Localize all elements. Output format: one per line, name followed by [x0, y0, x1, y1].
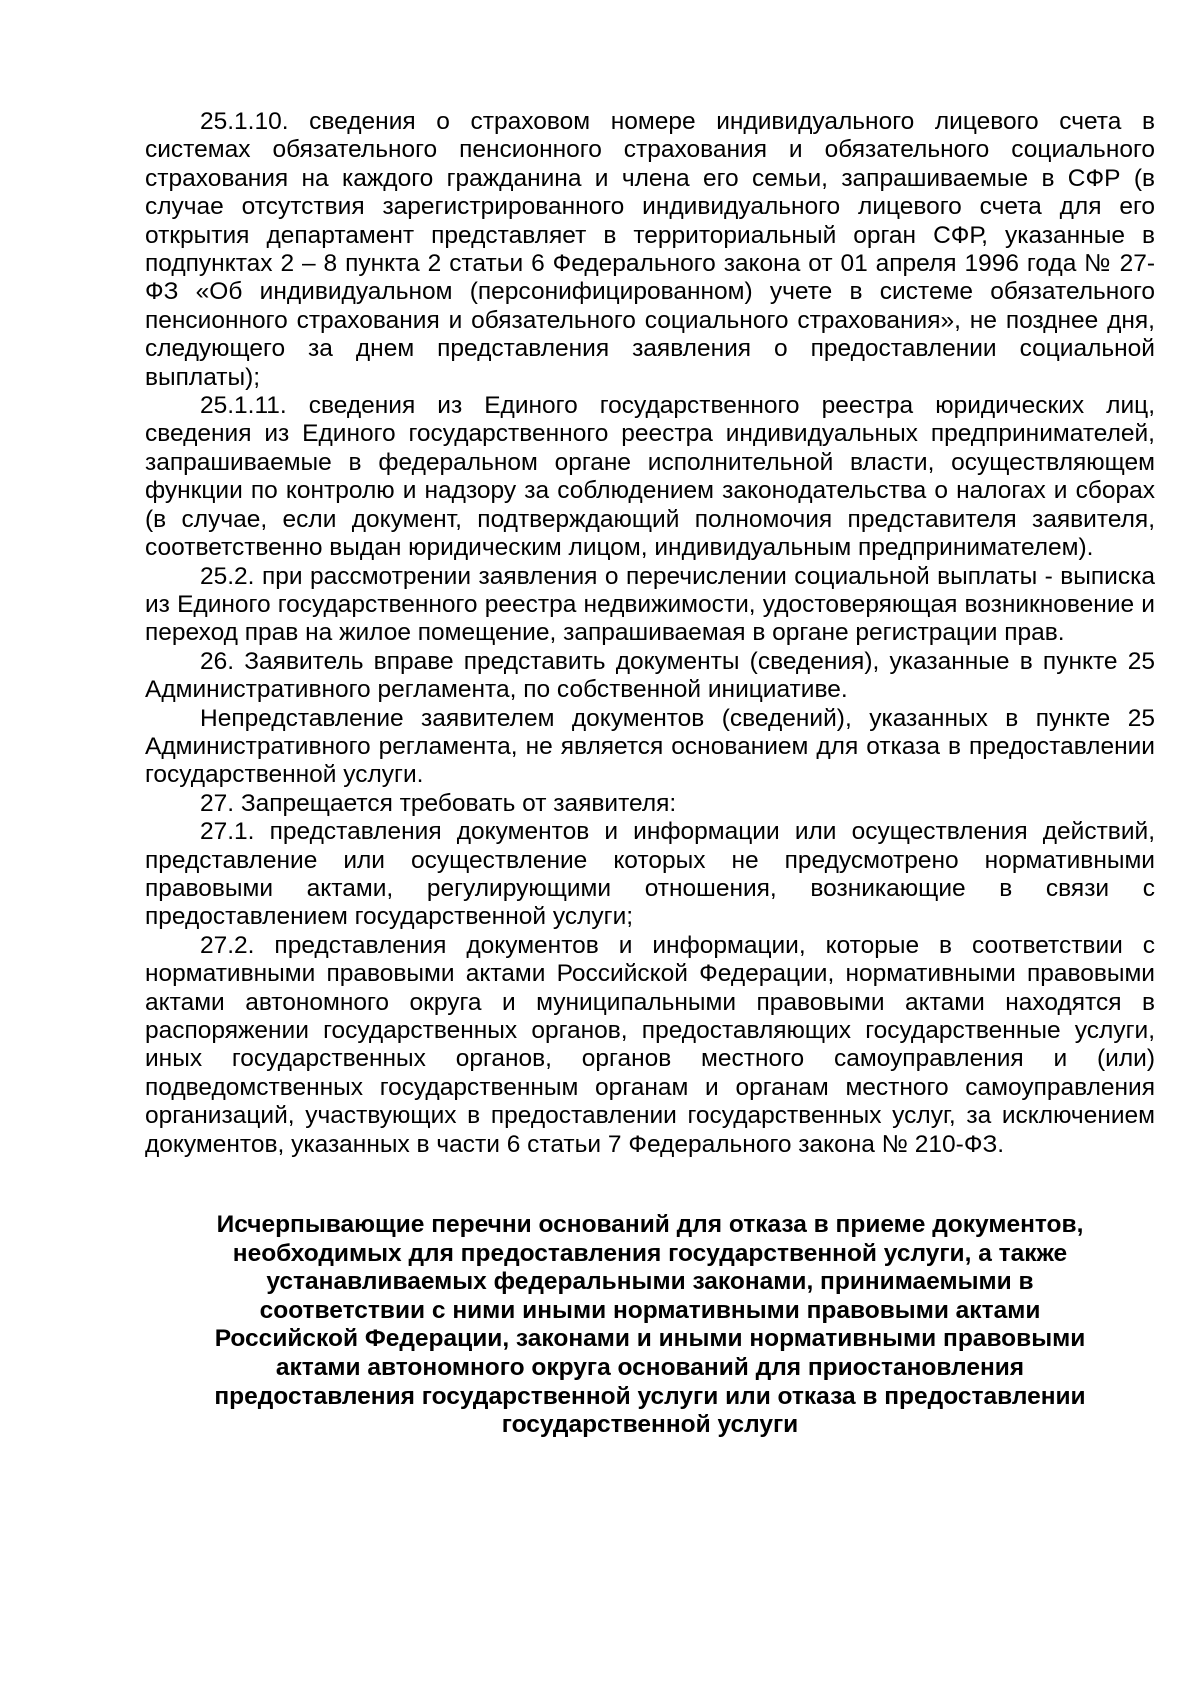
paragraph-25-1-11: 25.1.11. сведения из Единого государственного реестра юридических лиц, сведения из Единого государственного реестра индивидуальных предпринимателей, запрашиваемые в федеральном органе исполнительной власти, осуществляющем функции по контролю и надзору за соблюдением законодательства о налогах и сборах (в случае, если документ, подтверждающий полномочия представителя заявителя, соответственно выдан юридическим лицом, индивидуальным предпринимателем). [145, 392, 1155, 562]
paragraph-27: 27. Запрещается требовать от заявителя: [200, 789, 677, 817]
paragraph-25-1-10: 25.1.10. сведения о страховом номере индивидуального лицевого счета в системах обязательного пенсионного страхования и обязательного социального страхования на каждого гражданина и члена его семьи, запрашиваемые в СФР (в случае отсутствия зарегистрированного индивидуального лицевого счета для его открытия департамент представляет в территориальный орган СФР, указанные в подпунктах 2 – 8 пункта 2 статьи 6 Федерального закона от 01 апреля 1996 года № 27-ФЗ «Об индивидуальном (персонифицированном) учете в системе обязательного пенсионного страхования и обязательного социального страхования», не позднее дня, следующего за днем представления заявления о предоставлении социальной выплаты); [145, 108, 1155, 391]
paragraph-27-1: 27.1. представления документов и информации или осуществления действий, представление или осуществление которых не предусмотрено нормативными правовыми актами, регулирующими отношения, возникающие в связи с предоставлением государственной услуги; [145, 818, 1155, 931]
paragraph-27-2: 27.2. представления документов и информации, которые в соответствии с нормативными правовыми актами Российской Федерации, нормативными правовыми актами автономного округа и муниципальными правовыми актами находятся в распоряжении государственных органов, предоставляющих государственные услуги, иных государственных органов, органов местного самоуправления и (или) подведомственных государственным органам и органам местного самоуправления организаций, участвующих в предоставлении государственных услуг, за исключением документов, указанных в части 6 статьи 7 Федерального закона № 210-ФЗ. [145, 931, 1155, 1158]
paragraph-25-2: 25.2. при рассмотрении заявления о перечислении социальной выплаты - выписка из Единого государственного реестра недвижимости, удостоверяющая возникновение и переход прав на жилое помещение, запрашиваемая в органе регистрации прав. [145, 562, 1155, 647]
paragraph-26-non-submission: Непредставление заявителем документов (сведений), указанных в пункте 25 Административного регламента, не является основанием для отказа в предоставлении государственной услуги. [145, 704, 1155, 789]
paragraph-26: 26. Заявитель вправе представить документы (сведения), указанные в пункте 25 Административного регламента, по собственной инициативе. [145, 647, 1155, 704]
section-heading: Исчерпывающие перечни оснований для отказа в приеме документов, необходимых для предоставления государственной услуги, а также устанавливаемых федеральными законами, принимаемыми в соответствии с ними иными нормативными правовыми актами Российской Федерации, законами и иными нормативными правовыми актами автономного округа оснований для приостановления предоставления государственной услуги или отказа в предоставлении государственной услуги [214, 1211, 1086, 1439]
document-body [145, 108, 1155, 1440]
